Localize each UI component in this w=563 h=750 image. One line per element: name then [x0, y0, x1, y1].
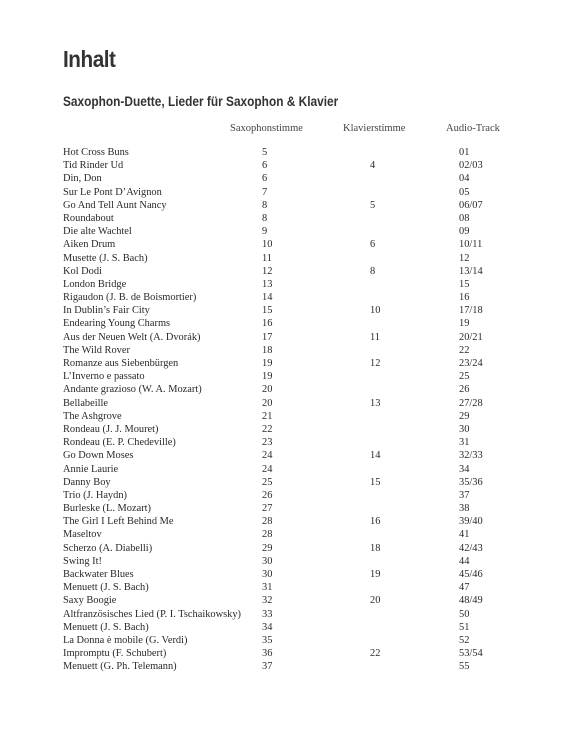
table-row [0, 555, 563, 568]
saxophon-page: 28 [262, 529, 273, 541]
piece-title: Scherzo (A. Diabelli) [63, 542, 153, 554]
klavier-page: 11 [370, 331, 381, 343]
saxophon-page: 18 [262, 344, 273, 356]
piece-title: Trio (J. Haydn) [63, 489, 127, 501]
table-row [0, 397, 563, 410]
table-row [0, 186, 563, 199]
table-row [0, 159, 563, 172]
audio-track: 10/11 [459, 239, 483, 251]
saxophon-page: 15 [262, 305, 273, 317]
saxophon-page: 17 [262, 331, 273, 343]
audio-track: 16 [459, 292, 470, 304]
table-row [0, 212, 563, 225]
table-row [0, 634, 563, 647]
table-row [0, 172, 563, 185]
table-row [0, 449, 563, 462]
klavier-page: 5 [370, 199, 376, 211]
audio-track: 02/03 [459, 160, 483, 172]
piece-title: Annie Laurie [63, 463, 119, 475]
saxophon-page: 16 [262, 318, 273, 330]
table-row [0, 528, 563, 541]
klavier-page: 15 [370, 476, 381, 488]
audio-track: 44 [459, 555, 470, 567]
contents-table [0, 146, 563, 674]
piece-title: Backwater Blues [63, 569, 134, 580]
saxophon-page: 25 [262, 476, 273, 488]
audio-track: 20/21 [459, 331, 483, 343]
saxophon-page: 28 [262, 516, 273, 528]
table-row [0, 410, 563, 423]
audio-track: 52 [459, 634, 470, 646]
piece-title: Aiken Drum [63, 239, 116, 251]
table-row [0, 436, 563, 449]
piece-title: Kol Dodi [63, 265, 102, 277]
table-row [0, 265, 563, 278]
saxophon-page: 33 [262, 608, 273, 620]
piece-title: Maseltov [63, 529, 102, 541]
audio-track: 05 [459, 186, 470, 198]
saxophon-page: 35 [262, 634, 273, 646]
table-row [0, 502, 563, 515]
audio-track: 47 [459, 582, 470, 594]
column-header-audio-track: Audio-Track [446, 123, 500, 134]
saxophon-page: 6 [262, 160, 268, 172]
piece-title: Menuett (J. S. Bach) [63, 621, 149, 633]
table-row [0, 357, 563, 370]
klavier-page: 19 [370, 569, 381, 580]
table-row [0, 542, 563, 555]
table-row [0, 515, 563, 528]
saxophon-page: 19 [262, 371, 273, 383]
audio-track: 50 [459, 608, 470, 620]
audio-track: 15 [459, 278, 470, 290]
saxophon-page: 5 [262, 147, 268, 158]
table-row [0, 647, 563, 660]
saxophon-page: 37 [262, 661, 273, 673]
saxophon-page: 9 [262, 226, 268, 238]
audio-track: 32/33 [459, 450, 483, 462]
section-subtitle: Saxophon-Duette, Lieder für Saxophon & Klavier [63, 94, 339, 109]
piece-title: Go And Tell Aunt Nancy [63, 199, 167, 211]
audio-track: 39/40 [459, 516, 483, 528]
audio-track: 17/18 [459, 305, 483, 317]
audio-track: 55 [459, 661, 470, 673]
audio-track: 25 [459, 371, 470, 383]
table-row [0, 581, 563, 594]
piece-title: Go Down Moses [63, 450, 134, 462]
table-row [0, 383, 563, 396]
audio-track: 12 [459, 252, 470, 264]
audio-track: 04 [459, 173, 470, 185]
saxophon-page: 27 [262, 503, 273, 515]
audio-track: 01 [459, 147, 470, 158]
saxophon-page: 20 [262, 397, 273, 409]
column-header-saxophonstimme: Saxophonstimme [230, 123, 303, 134]
klavier-page: 6 [370, 239, 376, 251]
klavier-page: 16 [370, 516, 381, 528]
table-row [0, 146, 563, 159]
saxophon-page: 14 [262, 292, 273, 304]
table-row [0, 304, 563, 317]
audio-track: 42/43 [459, 542, 483, 554]
audio-track: 23/24 [459, 358, 483, 369]
audio-track: 22 [459, 344, 470, 356]
piece-title: Tid Rinder Ud [63, 160, 124, 172]
audio-track: 26 [459, 384, 470, 396]
piece-title: Musette (J. S. Bach) [63, 252, 148, 264]
audio-track: 45/46 [459, 569, 483, 580]
saxophon-page: 22 [262, 423, 273, 435]
piece-title: Hot Cross Buns [63, 147, 129, 158]
table-row [0, 317, 563, 330]
piece-title: The Wild Rover [63, 344, 130, 356]
piece-title: L’Inverno e passato [63, 371, 145, 383]
column-header-klavierstimme: Klavierstimme [343, 123, 406, 134]
saxophon-page: 32 [262, 595, 273, 607]
audio-track: 38 [459, 503, 470, 515]
audio-track: 27/28 [459, 397, 483, 409]
saxophon-page: 10 [262, 239, 273, 251]
klavier-page: 13 [370, 397, 381, 409]
piece-title: The Girl I Left Behind Me [63, 516, 174, 528]
table-row [0, 608, 563, 621]
saxophon-page: 31 [262, 582, 273, 594]
saxophon-page: 20 [262, 384, 273, 396]
saxophon-page: 29 [262, 542, 273, 554]
saxophon-page: 13 [262, 278, 273, 290]
table-row [0, 476, 563, 489]
piece-title: Danny Boy [63, 476, 111, 488]
audio-track: 53/54 [459, 648, 483, 660]
klavier-page: 18 [370, 542, 381, 554]
table-row [0, 463, 563, 476]
piece-title: Bellabeille [63, 397, 109, 409]
piece-title: London Bridge [63, 278, 127, 290]
audio-track: 06/07 [459, 199, 483, 211]
saxophon-page: 30 [262, 555, 273, 567]
audio-track: 37 [459, 489, 470, 501]
saxophon-page: 11 [262, 252, 273, 264]
audio-track: 09 [459, 226, 470, 238]
saxophon-page: 24 [262, 450, 273, 462]
piece-title: Swing It! [63, 555, 102, 567]
piece-title: Rigaudon (J. B. de Boismortier) [63, 292, 197, 304]
table-row [0, 225, 563, 238]
piece-title: Menuett (J. S. Bach) [63, 582, 149, 594]
piece-title: Roundabout [63, 212, 114, 224]
saxophon-page: 12 [262, 265, 273, 277]
saxophon-page: 36 [262, 648, 273, 660]
table-row [0, 252, 563, 265]
saxophon-page: 24 [262, 463, 273, 475]
audio-track: 34 [459, 463, 470, 475]
table-row [0, 278, 563, 291]
piece-title: Altfranzösisches Lied (P. I. Tschaikowsky) [63, 608, 241, 620]
table-row [0, 238, 563, 251]
piece-title: Romanze aus Siebenbürgen [63, 358, 179, 369]
audio-track: 41 [459, 529, 470, 541]
saxophon-page: 30 [262, 569, 273, 580]
piece-title: The Ashgrove [63, 410, 122, 422]
saxophon-page: 7 [262, 186, 268, 198]
piece-title: Endearing Young Charms [63, 318, 171, 330]
table-row [0, 331, 563, 344]
saxophon-page: 21 [262, 410, 273, 422]
table-row [0, 568, 563, 581]
klavier-page: 10 [370, 305, 381, 317]
klavier-page: 8 [370, 265, 376, 277]
saxophon-page: 8 [262, 199, 268, 211]
audio-track: 30 [459, 423, 470, 435]
klavier-page: 14 [370, 450, 381, 462]
piece-title: Impromptu (F. Schubert) [63, 648, 167, 660]
klavier-page: 22 [370, 648, 381, 660]
audio-track: 08 [459, 212, 470, 224]
table-row [0, 594, 563, 607]
piece-title: Rondeau (J. J. Mouret) [63, 423, 159, 435]
audio-track: 51 [459, 621, 470, 633]
klavier-page: 20 [370, 595, 381, 607]
piece-title: Menuett (G. Ph. Telemann) [63, 661, 177, 673]
page-title: Inhalt [63, 46, 116, 72]
piece-title: Andante grazioso (W. A. Mozart) [63, 384, 202, 396]
klavier-page: 12 [370, 358, 381, 369]
audio-track: 29 [459, 410, 470, 422]
table-row [0, 423, 563, 436]
klavier-page: 4 [370, 160, 376, 172]
piece-title: La Donna è mobile (G. Verdi) [63, 634, 188, 646]
piece-title: Din, Don [63, 173, 102, 185]
table-row [0, 660, 563, 673]
piece-title: Die alte Wachtel [63, 226, 132, 238]
piece-title: In Dublin’s Fair City [63, 305, 150, 317]
table-row [0, 291, 563, 304]
piece-title: Sur Le Pont D’Avignon [63, 186, 162, 198]
audio-track: 35/36 [459, 476, 483, 488]
table-row [0, 621, 563, 634]
table-row [0, 370, 563, 383]
audio-track: 13/14 [459, 265, 483, 277]
saxophon-page: 26 [262, 489, 273, 501]
piece-title: Aus der Neuen Welt (A. Dvorák) [63, 331, 201, 343]
saxophon-page: 6 [262, 173, 268, 185]
piece-title: Burleske (L. Mozart) [63, 503, 152, 515]
saxophon-page: 19 [262, 358, 273, 369]
table-row [0, 344, 563, 357]
audio-track: 19 [459, 318, 470, 330]
table-row [0, 199, 563, 212]
saxophon-page: 23 [262, 437, 273, 449]
audio-track: 31 [459, 437, 470, 449]
audio-track: 48/49 [459, 595, 483, 607]
saxophon-page: 34 [262, 621, 273, 633]
piece-title: Rondeau (E. P. Chedeville) [63, 437, 176, 449]
piece-title: Saxy Boogie [63, 595, 117, 607]
table-row [0, 489, 563, 502]
saxophon-page: 8 [262, 212, 268, 224]
